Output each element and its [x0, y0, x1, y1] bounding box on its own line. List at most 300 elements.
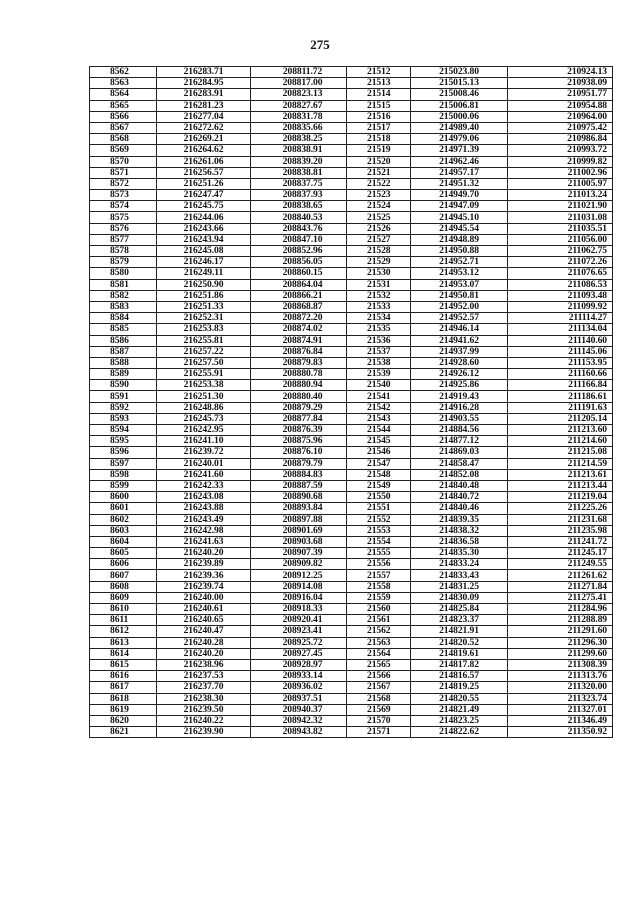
- y-coordinate-b-cell: 211035.51: [508, 223, 613, 234]
- y-coordinate-b-cell: 211086.53: [508, 279, 613, 290]
- table-row: [90, 436, 613, 447]
- y-coordinate-a-cell: 208916.04: [251, 592, 347, 603]
- y-coordinate-a-cell: 208943.82: [251, 727, 347, 738]
- point-number-a-cell: 8615: [90, 659, 157, 670]
- y-coordinate-b-cell: 211245.17: [508, 548, 613, 559]
- y-coordinate-b-cell: 210954.88: [508, 100, 613, 111]
- y-coordinate-b-cell: 210964.00: [508, 111, 613, 122]
- point-number-a-cell: 8608: [90, 581, 157, 592]
- x-coordinate-a-cell: 216239.89: [157, 559, 251, 570]
- y-coordinate-b-cell: 211215.08: [508, 447, 613, 458]
- x-coordinate-b-cell: 214833.24: [411, 559, 508, 570]
- point-number-a-cell: 8580: [90, 268, 157, 279]
- table-row: [90, 212, 613, 223]
- point-number-a-cell: 8575: [90, 212, 157, 223]
- x-coordinate-a-cell: 216244.06: [157, 212, 251, 223]
- x-coordinate-a-cell: 216242.95: [157, 425, 251, 436]
- y-coordinate-a-cell: 208927.45: [251, 648, 347, 659]
- y-coordinate-a-cell: 208860.15: [251, 268, 347, 279]
- point-number-a-cell: 8563: [90, 78, 157, 89]
- x-coordinate-b-cell: 214822.62: [411, 727, 508, 738]
- x-coordinate-b-cell: 214831.25: [411, 581, 508, 592]
- y-coordinate-b-cell: 211214.60: [508, 436, 613, 447]
- x-coordinate-b-cell: 214820.52: [411, 637, 508, 648]
- table-row: [90, 223, 613, 234]
- table-row: [90, 313, 613, 324]
- point-number-a-cell: 8589: [90, 369, 157, 380]
- x-coordinate-b-cell: 214838.32: [411, 525, 508, 536]
- point-number-b-cell: 21556: [347, 559, 411, 570]
- table-row: [90, 581, 613, 592]
- y-coordinate-a-cell: 208837.75: [251, 178, 347, 189]
- table-row: [90, 380, 613, 391]
- x-coordinate-b-cell: 214925.86: [411, 380, 508, 391]
- y-coordinate-b-cell: 211313.76: [508, 671, 613, 682]
- y-coordinate-a-cell: 208928.97: [251, 659, 347, 670]
- point-number-b-cell: 21547: [347, 458, 411, 469]
- point-number-a-cell: 8618: [90, 693, 157, 704]
- x-coordinate-b-cell: 214839.35: [411, 514, 508, 525]
- point-number-a-cell: 8597: [90, 458, 157, 469]
- point-number-a-cell: 8614: [90, 648, 157, 659]
- x-coordinate-b-cell: 214945.10: [411, 212, 508, 223]
- point-number-a-cell: 8605: [90, 548, 157, 559]
- x-coordinate-b-cell: 214833.43: [411, 570, 508, 581]
- x-coordinate-b-cell: 215023.80: [411, 67, 508, 78]
- x-coordinate-b-cell: 214946.14: [411, 324, 508, 335]
- y-coordinate-a-cell: 208887.59: [251, 480, 347, 491]
- y-coordinate-a-cell: 208831.78: [251, 111, 347, 122]
- point-number-b-cell: 21562: [347, 626, 411, 637]
- point-number-b-cell: 21513: [347, 78, 411, 89]
- x-coordinate-b-cell: 214957.17: [411, 167, 508, 178]
- table-row: [90, 78, 613, 89]
- x-coordinate-a-cell: 216284.95: [157, 78, 251, 89]
- x-coordinate-b-cell: 214823.25: [411, 715, 508, 726]
- x-coordinate-a-cell: 216239.74: [157, 581, 251, 592]
- point-number-b-cell: 21515: [347, 100, 411, 111]
- y-coordinate-a-cell: 208879.79: [251, 458, 347, 469]
- y-coordinate-a-cell: 208839.20: [251, 156, 347, 167]
- point-number-a-cell: 8579: [90, 257, 157, 268]
- point-number-b-cell: 21530: [347, 268, 411, 279]
- y-coordinate-b-cell: 211299.60: [508, 648, 613, 659]
- y-coordinate-b-cell: 211072.26: [508, 257, 613, 268]
- point-number-a-cell: 8613: [90, 637, 157, 648]
- x-coordinate-a-cell: 216251.26: [157, 178, 251, 189]
- y-coordinate-a-cell: 208876.84: [251, 346, 347, 357]
- point-number-b-cell: 21527: [347, 234, 411, 245]
- y-coordinate-b-cell: 211284.96: [508, 604, 613, 615]
- table-row: [90, 89, 613, 100]
- y-coordinate-a-cell: 208880.94: [251, 380, 347, 391]
- x-coordinate-b-cell: 214821.91: [411, 626, 508, 637]
- point-number-b-cell: 21542: [347, 402, 411, 413]
- y-coordinate-a-cell: 208897.88: [251, 514, 347, 525]
- x-coordinate-b-cell: 214945.54: [411, 223, 508, 234]
- point-number-b-cell: 21531: [347, 279, 411, 290]
- x-coordinate-a-cell: 216243.94: [157, 234, 251, 245]
- x-coordinate-b-cell: 214820.55: [411, 693, 508, 704]
- point-number-a-cell: 8571: [90, 167, 157, 178]
- y-coordinate-b-cell: 211291.60: [508, 626, 613, 637]
- y-coordinate-b-cell: 211062.75: [508, 246, 613, 257]
- table-row: [90, 357, 613, 368]
- point-number-a-cell: 8610: [90, 604, 157, 615]
- y-coordinate-a-cell: 208933.14: [251, 671, 347, 682]
- y-coordinate-b-cell: 211213.60: [508, 425, 613, 436]
- y-coordinate-b-cell: 211288.89: [508, 615, 613, 626]
- x-coordinate-a-cell: 216252.31: [157, 313, 251, 324]
- point-number-a-cell: 8572: [90, 178, 157, 189]
- y-coordinate-b-cell: 211160.66: [508, 369, 613, 380]
- table-row: [90, 190, 613, 201]
- table-row: [90, 413, 613, 424]
- x-coordinate-b-cell: 214947.09: [411, 201, 508, 212]
- point-number-a-cell: 8586: [90, 335, 157, 346]
- point-number-a-cell: 8601: [90, 503, 157, 514]
- point-number-b-cell: 21522: [347, 178, 411, 189]
- table-row: [90, 604, 613, 615]
- y-coordinate-a-cell: 208925.72: [251, 637, 347, 648]
- y-coordinate-b-cell: 211191.63: [508, 402, 613, 413]
- table-row: [90, 324, 613, 335]
- x-coordinate-b-cell: 214951.32: [411, 178, 508, 189]
- x-coordinate-a-cell: 216251.30: [157, 391, 251, 402]
- table-row: [90, 715, 613, 726]
- point-number-a-cell: 8564: [90, 89, 157, 100]
- x-coordinate-a-cell: 216242.33: [157, 480, 251, 491]
- point-number-a-cell: 8595: [90, 436, 157, 447]
- y-coordinate-b-cell: 210975.42: [508, 122, 613, 133]
- point-number-b-cell: 21532: [347, 290, 411, 301]
- table-row: [90, 156, 613, 167]
- x-coordinate-b-cell: 215006.81: [411, 100, 508, 111]
- point-number-a-cell: 8585: [90, 324, 157, 335]
- point-number-b-cell: 21535: [347, 324, 411, 335]
- point-number-a-cell: 8600: [90, 492, 157, 503]
- y-coordinate-a-cell: 208909.82: [251, 559, 347, 570]
- table-row: [90, 178, 613, 189]
- table-row: [90, 447, 613, 458]
- x-coordinate-a-cell: 216283.71: [157, 67, 251, 78]
- y-coordinate-a-cell: 208840.53: [251, 212, 347, 223]
- x-coordinate-a-cell: 216240.00: [157, 592, 251, 603]
- x-coordinate-a-cell: 216245.73: [157, 413, 251, 424]
- y-coordinate-b-cell: 211093.48: [508, 290, 613, 301]
- x-coordinate-b-cell: 214817.82: [411, 659, 508, 670]
- table-row: [90, 369, 613, 380]
- y-coordinate-a-cell: 208907.39: [251, 548, 347, 559]
- y-coordinate-a-cell: 208823.13: [251, 89, 347, 100]
- x-coordinate-a-cell: 216245.08: [157, 246, 251, 257]
- y-coordinate-a-cell: 208880.40: [251, 391, 347, 402]
- point-number-b-cell: 21553: [347, 525, 411, 536]
- x-coordinate-a-cell: 216240.22: [157, 715, 251, 726]
- table-row: [90, 257, 613, 268]
- point-number-a-cell: 8584: [90, 313, 157, 324]
- x-coordinate-b-cell: 214919.43: [411, 391, 508, 402]
- x-coordinate-b-cell: 214819.61: [411, 648, 508, 659]
- point-number-a-cell: 8607: [90, 570, 157, 581]
- y-coordinate-b-cell: 211323.74: [508, 693, 613, 704]
- y-coordinate-b-cell: 211076.65: [508, 268, 613, 279]
- y-coordinate-a-cell: 208936.02: [251, 682, 347, 693]
- point-number-b-cell: 21533: [347, 301, 411, 312]
- x-coordinate-a-cell: 216242.98: [157, 525, 251, 536]
- y-coordinate-b-cell: 211225.26: [508, 503, 613, 514]
- y-coordinate-b-cell: 211186.61: [508, 391, 613, 402]
- x-coordinate-b-cell: 214821.49: [411, 704, 508, 715]
- point-number-b-cell: 21516: [347, 111, 411, 122]
- x-coordinate-a-cell: 216239.90: [157, 727, 251, 738]
- x-coordinate-a-cell: 216253.38: [157, 380, 251, 391]
- x-coordinate-b-cell: 215000.06: [411, 111, 508, 122]
- point-number-b-cell: 21560: [347, 604, 411, 615]
- point-number-a-cell: 8598: [90, 469, 157, 480]
- point-number-b-cell: 21558: [347, 581, 411, 592]
- y-coordinate-a-cell: 208838.91: [251, 145, 347, 156]
- point-number-a-cell: 8593: [90, 413, 157, 424]
- y-coordinate-a-cell: 208864.04: [251, 279, 347, 290]
- x-coordinate-b-cell: 214928.60: [411, 357, 508, 368]
- x-coordinate-a-cell: 216240.20: [157, 648, 251, 659]
- table-row: [90, 492, 613, 503]
- table-row: [90, 693, 613, 704]
- x-coordinate-b-cell: 214989.40: [411, 122, 508, 133]
- y-coordinate-b-cell: 211219.04: [508, 492, 613, 503]
- y-coordinate-a-cell: 208884.83: [251, 469, 347, 480]
- point-number-a-cell: 8582: [90, 290, 157, 301]
- x-coordinate-a-cell: 216243.49: [157, 514, 251, 525]
- y-coordinate-b-cell: 211327.01: [508, 704, 613, 715]
- x-coordinate-a-cell: 216240.47: [157, 626, 251, 637]
- point-number-a-cell: 8617: [90, 682, 157, 693]
- y-coordinate-b-cell: 210993.72: [508, 145, 613, 156]
- x-coordinate-b-cell: 214858.47: [411, 458, 508, 469]
- point-number-b-cell: 21539: [347, 369, 411, 380]
- y-coordinate-a-cell: 208837.93: [251, 190, 347, 201]
- y-coordinate-a-cell: 208937.51: [251, 693, 347, 704]
- y-coordinate-a-cell: 208838.65: [251, 201, 347, 212]
- y-coordinate-a-cell: 208874.02: [251, 324, 347, 335]
- y-coordinate-a-cell: 208838.25: [251, 134, 347, 145]
- y-coordinate-a-cell: 208872.20: [251, 313, 347, 324]
- x-coordinate-b-cell: 214952.57: [411, 313, 508, 324]
- point-number-a-cell: 8604: [90, 536, 157, 547]
- table-row: [90, 279, 613, 290]
- x-coordinate-a-cell: 216240.28: [157, 637, 251, 648]
- table-row: [90, 704, 613, 715]
- x-coordinate-b-cell: 214948.89: [411, 234, 508, 245]
- x-coordinate-b-cell: 214949.70: [411, 190, 508, 201]
- y-coordinate-b-cell: 210938.09: [508, 78, 613, 89]
- x-coordinate-b-cell: 215015.13: [411, 78, 508, 89]
- y-coordinate-b-cell: 211145.06: [508, 346, 613, 357]
- point-number-a-cell: 8566: [90, 111, 157, 122]
- point-number-b-cell: 21563: [347, 637, 411, 648]
- point-number-b-cell: 21548: [347, 469, 411, 480]
- x-coordinate-a-cell: 216243.08: [157, 492, 251, 503]
- y-coordinate-b-cell: 211205.14: [508, 413, 613, 424]
- y-coordinate-b-cell: 211214.59: [508, 458, 613, 469]
- y-coordinate-b-cell: 211021.90: [508, 201, 613, 212]
- point-number-b-cell: 21538: [347, 357, 411, 368]
- x-coordinate-a-cell: 216237.70: [157, 682, 251, 693]
- point-number-b-cell: 21544: [347, 425, 411, 436]
- x-coordinate-a-cell: 216250.90: [157, 279, 251, 290]
- point-number-b-cell: 21561: [347, 615, 411, 626]
- point-number-a-cell: 8611: [90, 615, 157, 626]
- x-coordinate-a-cell: 216277.04: [157, 111, 251, 122]
- table-row: [90, 469, 613, 480]
- page-number: 275: [310, 37, 330, 52]
- y-coordinate-b-cell: 211296.30: [508, 637, 613, 648]
- x-coordinate-b-cell: 214962.46: [411, 156, 508, 167]
- table-body: [90, 67, 613, 738]
- point-number-b-cell: 21567: [347, 682, 411, 693]
- y-coordinate-a-cell: 208876.10: [251, 447, 347, 458]
- y-coordinate-a-cell: 208852.96: [251, 246, 347, 257]
- point-number-a-cell: 8591: [90, 391, 157, 402]
- y-coordinate-a-cell: 208843.76: [251, 223, 347, 234]
- x-coordinate-a-cell: 216256.57: [157, 167, 251, 178]
- x-coordinate-a-cell: 216241.10: [157, 436, 251, 447]
- table-row: [90, 659, 613, 670]
- point-number-b-cell: 21551: [347, 503, 411, 514]
- y-coordinate-a-cell: 208918.33: [251, 604, 347, 615]
- point-number-b-cell: 21568: [347, 693, 411, 704]
- x-coordinate-a-cell: 216238.96: [157, 659, 251, 670]
- point-number-a-cell: 8619: [90, 704, 157, 715]
- table-row: [90, 301, 613, 312]
- point-number-b-cell: 21549: [347, 480, 411, 491]
- y-coordinate-b-cell: 211346.49: [508, 715, 613, 726]
- table-row: [90, 402, 613, 413]
- y-coordinate-a-cell: 208877.84: [251, 413, 347, 424]
- y-coordinate-a-cell: 208940.37: [251, 704, 347, 715]
- table-row: [90, 122, 613, 133]
- point-number-b-cell: 21534: [347, 313, 411, 324]
- x-coordinate-b-cell: 214840.72: [411, 492, 508, 503]
- table-row: [90, 335, 613, 346]
- y-coordinate-b-cell: 211249.55: [508, 559, 613, 570]
- x-coordinate-a-cell: 216281.23: [157, 100, 251, 111]
- y-coordinate-a-cell: 208920.41: [251, 615, 347, 626]
- x-coordinate-a-cell: 216240.65: [157, 615, 251, 626]
- point-number-a-cell: 8594: [90, 425, 157, 436]
- x-coordinate-b-cell: 214916.28: [411, 402, 508, 413]
- point-number-b-cell: 21570: [347, 715, 411, 726]
- x-coordinate-a-cell: 216240.61: [157, 604, 251, 615]
- point-number-b-cell: 21528: [347, 246, 411, 257]
- table-row: [90, 514, 613, 525]
- x-coordinate-a-cell: 216272.62: [157, 122, 251, 133]
- point-number-a-cell: 8573: [90, 190, 157, 201]
- y-coordinate-b-cell: 211134.04: [508, 324, 613, 335]
- y-coordinate-b-cell: 211213.61: [508, 469, 613, 480]
- x-coordinate-a-cell: 216239.50: [157, 704, 251, 715]
- y-coordinate-b-cell: 211235.98: [508, 525, 613, 536]
- table-row: [90, 626, 613, 637]
- y-coordinate-b-cell: 211308.39: [508, 659, 613, 670]
- y-coordinate-b-cell: 211350.92: [508, 727, 613, 738]
- point-number-a-cell: 8609: [90, 592, 157, 603]
- table-row: [90, 111, 613, 122]
- x-coordinate-a-cell: 216257.50: [157, 357, 251, 368]
- point-number-a-cell: 8592: [90, 402, 157, 413]
- point-number-a-cell: 8596: [90, 447, 157, 458]
- y-coordinate-b-cell: 211275.41: [508, 592, 613, 603]
- x-coordinate-a-cell: 216240.20: [157, 548, 251, 559]
- table-row: [90, 570, 613, 581]
- point-number-a-cell: 8612: [90, 626, 157, 637]
- point-number-b-cell: 21523: [347, 190, 411, 201]
- x-coordinate-a-cell: 216251.33: [157, 301, 251, 312]
- y-coordinate-a-cell: 208868.87: [251, 301, 347, 312]
- table-row: [90, 480, 613, 491]
- y-coordinate-a-cell: 208817.00: [251, 78, 347, 89]
- point-number-a-cell: 8603: [90, 525, 157, 536]
- point-number-b-cell: 21521: [347, 167, 411, 178]
- point-number-b-cell: 21555: [347, 548, 411, 559]
- table-row: [90, 536, 613, 547]
- table-row: [90, 346, 613, 357]
- x-coordinate-a-cell: 216257.22: [157, 346, 251, 357]
- x-coordinate-a-cell: 216246.17: [157, 257, 251, 268]
- table-row: [90, 145, 613, 156]
- table-row: [90, 268, 613, 279]
- point-number-b-cell: 21545: [347, 436, 411, 447]
- x-coordinate-b-cell: 214950.81: [411, 290, 508, 301]
- y-coordinate-b-cell: 211261.62: [508, 570, 613, 581]
- table-row: [90, 458, 613, 469]
- y-coordinate-b-cell: 211114.27: [508, 313, 613, 324]
- y-coordinate-b-cell: 210924.13: [508, 67, 613, 78]
- point-number-b-cell: 21518: [347, 134, 411, 145]
- coordinates-table: [89, 66, 613, 738]
- point-number-a-cell: 8568: [90, 134, 157, 145]
- point-number-a-cell: 8565: [90, 100, 157, 111]
- table-row: [90, 548, 613, 559]
- x-coordinate-a-cell: 216253.83: [157, 324, 251, 335]
- y-coordinate-a-cell: 208811.72: [251, 67, 347, 78]
- y-coordinate-a-cell: 208879.29: [251, 402, 347, 413]
- x-coordinate-a-cell: 216237.53: [157, 671, 251, 682]
- x-coordinate-b-cell: 214816.57: [411, 671, 508, 682]
- y-coordinate-a-cell: 208875.96: [251, 436, 347, 447]
- y-coordinate-b-cell: 211140.60: [508, 335, 613, 346]
- table-row: [90, 391, 613, 402]
- table-row: [90, 682, 613, 693]
- x-coordinate-a-cell: 216243.88: [157, 503, 251, 514]
- y-coordinate-b-cell: 210999.82: [508, 156, 613, 167]
- point-number-a-cell: 8602: [90, 514, 157, 525]
- y-coordinate-b-cell: 211002.96: [508, 167, 613, 178]
- table-row: [90, 134, 613, 145]
- x-coordinate-b-cell: 214953.07: [411, 279, 508, 290]
- x-coordinate-a-cell: 216261.06: [157, 156, 251, 167]
- point-number-a-cell: 8587: [90, 346, 157, 357]
- x-coordinate-a-cell: 216247.47: [157, 190, 251, 201]
- point-number-b-cell: 21529: [347, 257, 411, 268]
- point-number-b-cell: 21571: [347, 727, 411, 738]
- point-number-b-cell: 21541: [347, 391, 411, 402]
- y-coordinate-a-cell: 208901.69: [251, 525, 347, 536]
- y-coordinate-a-cell: 208880.78: [251, 369, 347, 380]
- y-coordinate-a-cell: 208835.66: [251, 122, 347, 133]
- point-number-b-cell: 21536: [347, 335, 411, 346]
